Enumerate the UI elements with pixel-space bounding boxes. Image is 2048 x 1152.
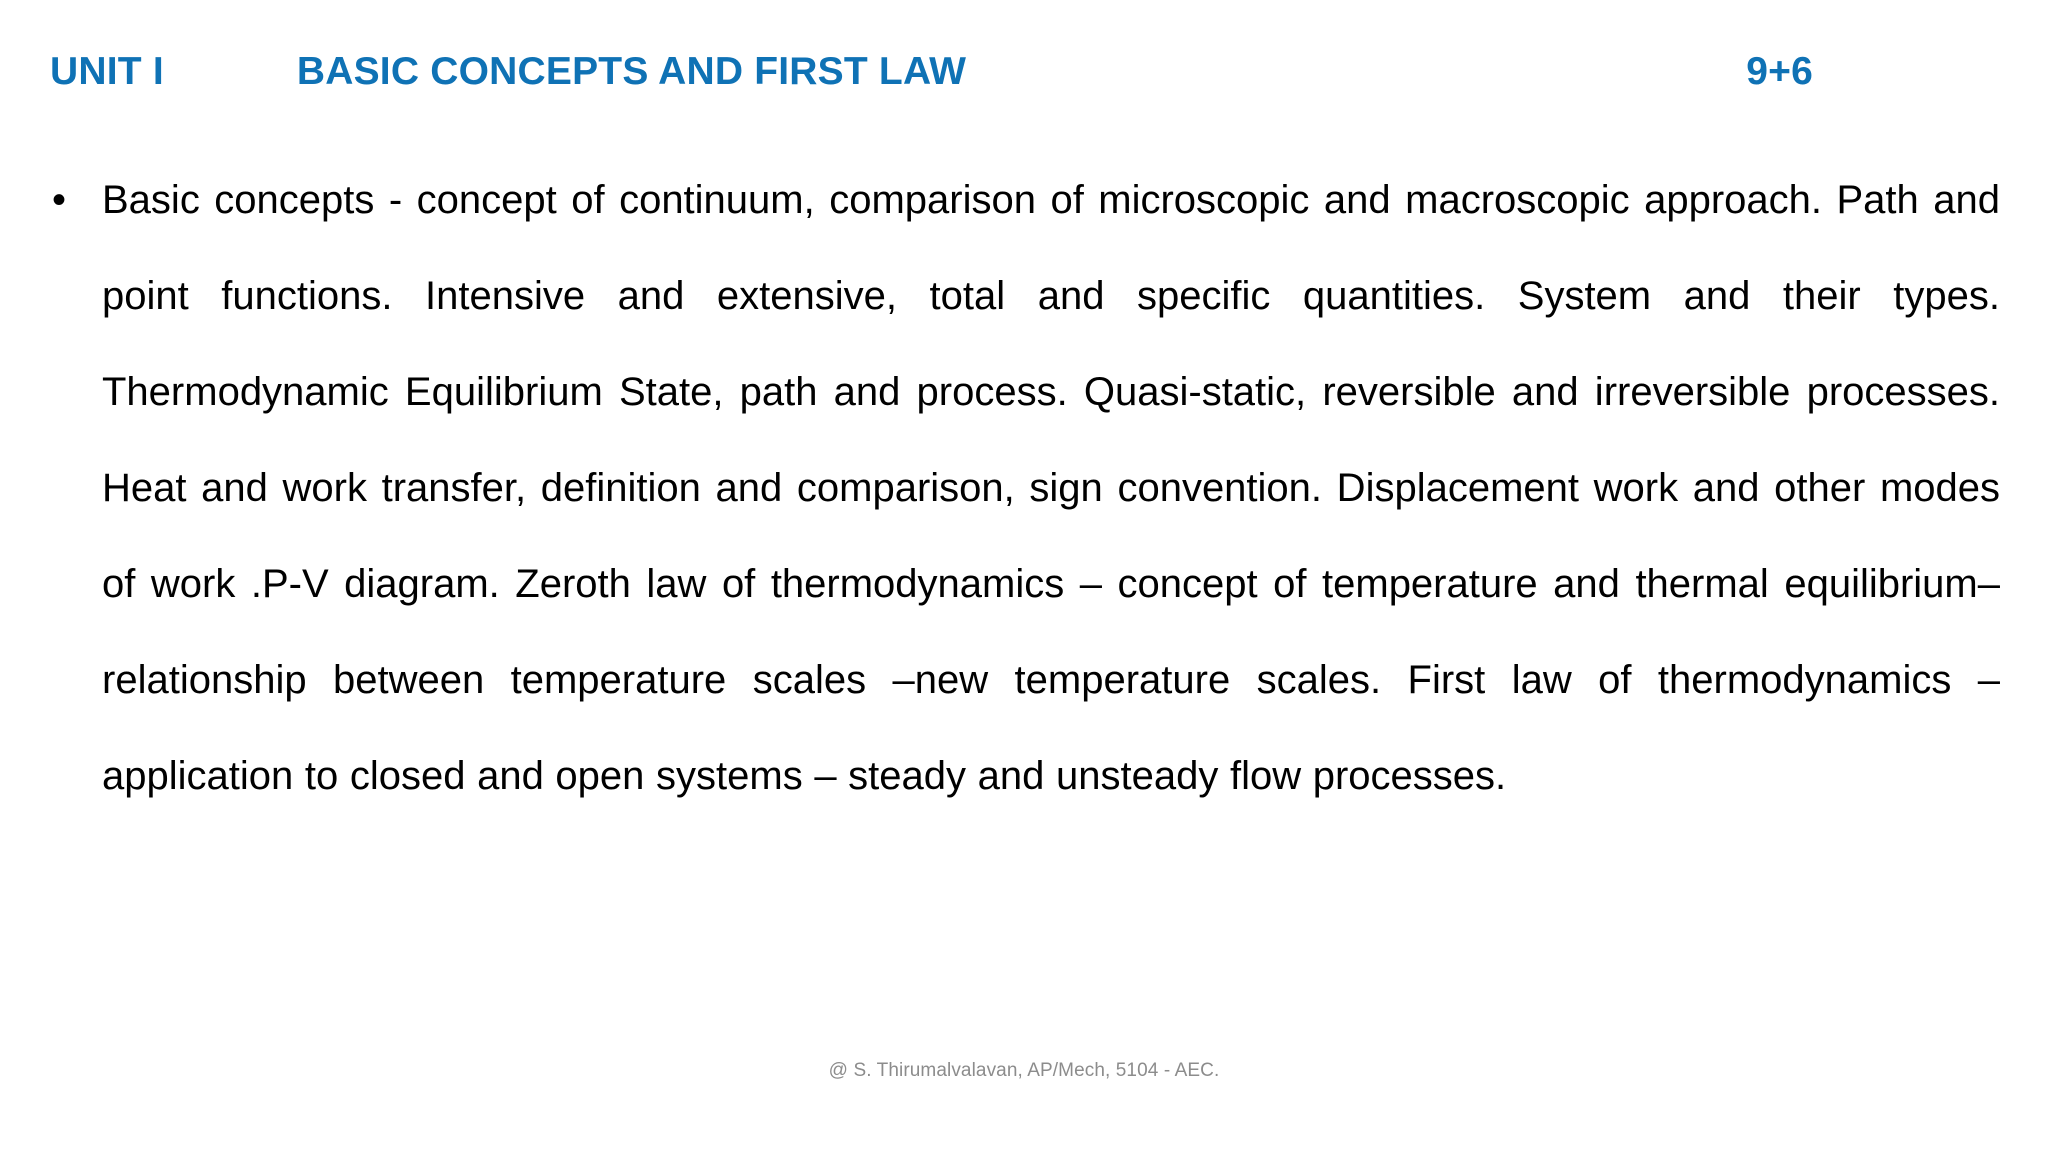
credit-hours: 9+6 [1746,50,1813,93]
list-item [46,152,2006,824]
slide-header [50,42,1998,102]
list-item-text: Basic concepts - concept of continuum, comparison of microscopic and macroscopic approach. Path and point functions. Intensive and extensive, total and specific quantities. System and their types. Thermodynamic Equilibrium State, path and process. Quasi-static, reversible and irreversible processes. Heat and work transfer, definition and comparison, sign convention. Displacement work and other modes of work .P-V diagram. Zeroth law of thermodynamics – concept of temperature and thermal equilibrium– relationship between temperature scales –new temperature scales. First law of thermodynamics –application to closed and open systems – steady and unsteady flow processes. [102,178,2000,798]
slide-footer: @ S. Thirumalvalavan, AP/Mech, 5104 - AEC. [828,1060,1220,1081]
page-title: BASIC CONCEPTS AND FIRST LAW [296,50,967,93]
bullet-icon: • [52,178,67,222]
unit-label: UNIT I [50,50,164,93]
slide-body [46,152,2006,824]
